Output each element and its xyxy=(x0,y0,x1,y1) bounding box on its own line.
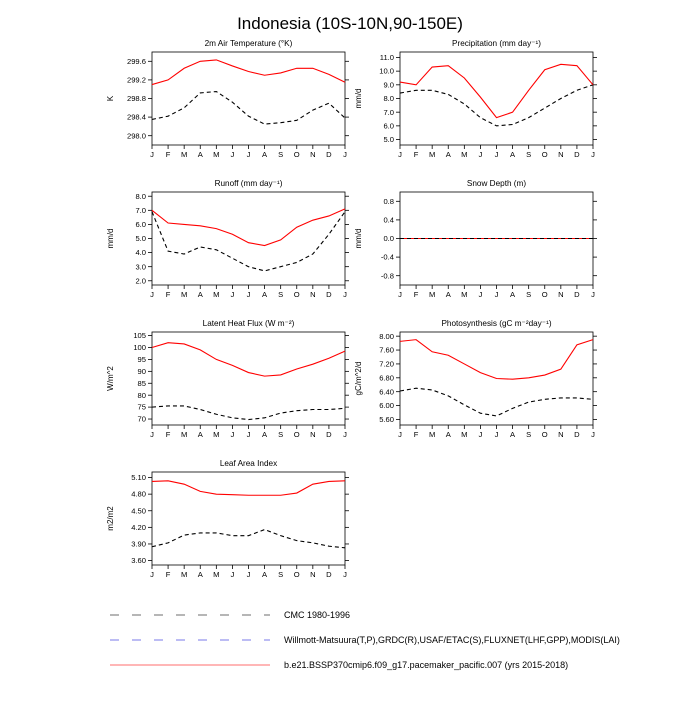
y-tick-label: 5.10 xyxy=(131,473,146,483)
x-tick-label: J xyxy=(591,150,595,159)
series-line-obs xyxy=(400,85,593,126)
y-tick-label: 5.60 xyxy=(379,415,394,425)
panel-title: Latent Heat Flux (W m⁻²) xyxy=(202,319,295,328)
x-tick-label: D xyxy=(326,430,332,439)
x-tick-label: F xyxy=(413,430,419,439)
x-tick-label: A xyxy=(445,430,451,439)
x-tick-label: S xyxy=(526,150,532,159)
y-tick-label: 100 xyxy=(133,343,146,353)
x-tick-label: J xyxy=(343,150,347,159)
y-tick-label: 8.0 xyxy=(383,94,394,104)
y-tick-label: 6.80 xyxy=(379,373,394,383)
x-tick-label: D xyxy=(574,430,580,439)
x-tick-label: J xyxy=(343,290,347,299)
series-line-model xyxy=(152,481,345,495)
legend-label: Willmott-Matsuura(T,P),GRDC(R),USAF/ETAC(S),FLUXNET(LHF,GPP),MODIS(LAI) xyxy=(284,634,620,645)
x-tick-label: J xyxy=(591,290,595,299)
y-tick-label: 7.20 xyxy=(379,359,394,369)
x-tick-label: M xyxy=(429,150,436,159)
y-tick-label: 6.00 xyxy=(379,401,394,411)
x-tick-label: J xyxy=(246,150,251,159)
series-line-obs xyxy=(152,92,345,125)
y-tick-label: 3.60 xyxy=(131,556,146,566)
x-tick-label: M xyxy=(181,570,188,579)
chart-panel-snow-depth xyxy=(350,176,598,308)
x-tick-label: S xyxy=(526,290,532,299)
y-axis-label: gC/m^2/d xyxy=(354,361,363,396)
x-tick-label: J xyxy=(398,430,402,439)
plot-frame xyxy=(152,472,345,565)
y-tick-label: 10.0 xyxy=(379,66,394,76)
series-line-model xyxy=(152,60,345,85)
y-tick-label: 5.0 xyxy=(383,135,394,145)
y-tick-label: 8.00 xyxy=(379,331,394,341)
x-tick-label: A xyxy=(197,570,203,579)
chart-panel-precipitation xyxy=(350,36,598,168)
chart-panel-latent-heat-flux xyxy=(102,316,350,448)
x-tick-label: M xyxy=(429,290,436,299)
page-title: Indonesia (10S-10N,90-150E) xyxy=(237,14,463,33)
legend-line-obs-composite xyxy=(108,634,272,646)
x-tick-label: O xyxy=(541,290,548,299)
x-tick-label: J xyxy=(150,570,154,579)
y-tick-label: 70 xyxy=(137,414,146,424)
x-tick-label: J xyxy=(246,290,251,299)
y-tick-label: 299.2 xyxy=(126,75,146,85)
legend-label: CMC 1980-1996 xyxy=(284,609,351,620)
x-tick-label: J xyxy=(150,150,154,159)
x-tick-label: A xyxy=(445,290,451,299)
series-line-obs xyxy=(152,406,345,420)
panel-title: Runoff (mm day⁻¹) xyxy=(214,179,283,188)
y-tick-label: 7.0 xyxy=(383,107,394,117)
x-tick-label: A xyxy=(510,430,516,439)
chart-panel-air-temperature xyxy=(102,36,350,168)
x-tick-label: S xyxy=(526,430,532,439)
series-line-obs xyxy=(400,388,593,416)
y-tick-label: 4.20 xyxy=(131,522,146,532)
x-tick-label: J xyxy=(230,150,235,159)
plot-frame xyxy=(400,52,593,145)
x-tick-label: A xyxy=(510,290,516,299)
y-axis-label: K xyxy=(106,95,115,102)
x-tick-label: J xyxy=(230,290,235,299)
panel-title: Photosynthesis (gC m⁻²day⁻¹) xyxy=(441,319,552,328)
x-tick-label: O xyxy=(293,150,300,159)
panel-title: Snow Depth (m) xyxy=(466,179,527,188)
y-tick-label: 5.0 xyxy=(135,234,146,244)
x-tick-label: N xyxy=(310,290,316,299)
x-tick-label: N xyxy=(310,570,316,579)
series-line-model xyxy=(400,340,593,380)
y-tick-label: 90 xyxy=(137,366,146,376)
plot-frame xyxy=(152,52,345,145)
y-tick-label: 6.0 xyxy=(383,121,394,131)
y-tick-label: 3.0 xyxy=(135,262,146,272)
legend-row xyxy=(108,602,700,627)
y-tick-label: 2.0 xyxy=(135,276,146,286)
x-tick-label: M xyxy=(461,150,468,159)
y-tick-label: 7.60 xyxy=(379,345,394,355)
x-tick-label: N xyxy=(310,430,316,439)
charts-grid xyxy=(102,36,700,588)
series-line-model xyxy=(152,209,345,246)
y-axis-label: W/m^2 xyxy=(106,366,115,391)
y-tick-label: 80 xyxy=(137,390,146,400)
y-axis-label: mm/d xyxy=(354,88,363,109)
x-tick-label: F xyxy=(413,290,419,299)
y-tick-label: 0.8 xyxy=(383,196,394,206)
x-tick-label: S xyxy=(278,150,284,159)
x-tick-label: J xyxy=(230,570,235,579)
x-tick-label: O xyxy=(293,290,300,299)
x-tick-label: A xyxy=(197,150,203,159)
x-tick-label: M xyxy=(181,150,188,159)
y-axis-label: mm/d xyxy=(354,228,363,249)
legend-row xyxy=(108,652,700,677)
y-tick-label: 3.90 xyxy=(131,539,146,549)
y-tick-label: 9.0 xyxy=(383,80,394,90)
x-tick-label: J xyxy=(343,570,347,579)
x-tick-label: A xyxy=(510,150,516,159)
x-tick-label: F xyxy=(165,570,171,579)
x-tick-label: D xyxy=(326,150,332,159)
y-tick-label: 298.0 xyxy=(126,131,146,141)
x-tick-label: A xyxy=(197,430,203,439)
x-tick-label: J xyxy=(398,150,402,159)
x-tick-label: J xyxy=(478,430,483,439)
x-tick-label: J xyxy=(494,290,499,299)
x-tick-label: J xyxy=(478,150,483,159)
x-tick-label: S xyxy=(278,570,284,579)
x-tick-label: A xyxy=(262,290,268,299)
x-tick-label: S xyxy=(278,290,284,299)
x-tick-label: M xyxy=(213,430,220,439)
x-tick-label: D xyxy=(326,290,332,299)
panel-title: 2m Air Temperature (°K) xyxy=(204,39,293,48)
panel-title: Leaf Area Index xyxy=(219,459,278,468)
y-tick-label: 95 xyxy=(137,355,146,365)
y-axis-label: m2/m2 xyxy=(106,506,115,531)
y-tick-label: 0.4 xyxy=(383,215,394,225)
legend-label: b.e21.BSSP370cmip6.f09_g17.pacemaker_pacific.007 (yrs 2015-2018) xyxy=(284,659,569,670)
y-tick-label: 8.0 xyxy=(135,191,146,201)
series-line-model xyxy=(152,343,345,376)
x-tick-label: A xyxy=(197,290,203,299)
x-tick-label: A xyxy=(262,150,268,159)
chart-panel-runoff xyxy=(102,176,350,308)
chart-panel-photosynthesis xyxy=(350,316,598,448)
x-tick-label: A xyxy=(445,150,451,159)
panel-title: Precipitation (mm day⁻¹) xyxy=(452,39,541,48)
x-tick-label: J xyxy=(230,430,235,439)
x-tick-label: N xyxy=(558,150,564,159)
x-tick-label: N xyxy=(558,290,564,299)
x-tick-label: D xyxy=(326,570,332,579)
x-tick-label: J xyxy=(494,150,499,159)
legend xyxy=(108,602,700,677)
legend-row xyxy=(108,627,700,652)
plot-frame xyxy=(152,192,345,285)
x-tick-label: N xyxy=(310,150,316,159)
x-tick-label: M xyxy=(461,290,468,299)
x-tick-label: M xyxy=(213,570,220,579)
x-tick-label: F xyxy=(413,150,419,159)
y-axis-label: mm/d xyxy=(106,228,115,249)
legend-line-model-run xyxy=(108,659,272,671)
x-tick-label: M xyxy=(429,430,436,439)
chart-panel-leaf-area-index xyxy=(102,456,350,588)
y-tick-label: 105 xyxy=(133,331,146,341)
series-line-model xyxy=(400,64,593,117)
x-tick-label: O xyxy=(293,430,300,439)
x-tick-label: J xyxy=(246,430,251,439)
x-tick-label: M xyxy=(181,290,188,299)
y-tick-label: 11.0 xyxy=(379,53,394,63)
y-tick-label: 4.80 xyxy=(131,489,146,499)
x-tick-label: A xyxy=(262,430,268,439)
y-tick-label: -0.8 xyxy=(380,271,394,281)
x-tick-label: J xyxy=(343,430,347,439)
y-tick-label: 298.8 xyxy=(126,94,146,104)
y-tick-label: 6.0 xyxy=(135,220,146,230)
x-tick-label: F xyxy=(165,290,171,299)
legend-line-cmc xyxy=(108,609,272,621)
x-tick-label: N xyxy=(558,430,564,439)
x-tick-label: S xyxy=(278,430,284,439)
y-tick-label: -0.4 xyxy=(380,252,394,262)
x-tick-label: O xyxy=(541,150,548,159)
x-tick-label: J xyxy=(150,290,154,299)
y-tick-label: 7.0 xyxy=(135,205,146,215)
series-line-obs xyxy=(152,212,345,271)
x-tick-label: D xyxy=(574,290,580,299)
x-tick-label: O xyxy=(541,430,548,439)
y-tick-label: 0.0 xyxy=(383,234,394,244)
x-tick-label: O xyxy=(293,570,300,579)
x-tick-label: M xyxy=(461,430,468,439)
y-tick-label: 299.6 xyxy=(126,56,146,66)
x-tick-label: J xyxy=(494,430,499,439)
y-tick-label: 85 xyxy=(137,378,146,388)
x-tick-label: J xyxy=(150,430,154,439)
series-line-obs xyxy=(152,530,345,548)
x-tick-label: J xyxy=(478,290,483,299)
x-tick-label: F xyxy=(165,150,171,159)
x-tick-label: D xyxy=(574,150,580,159)
x-tick-label: M xyxy=(213,290,220,299)
y-tick-label: 298.4 xyxy=(126,112,146,122)
x-tick-label: J xyxy=(398,290,402,299)
x-tick-label: J xyxy=(591,430,595,439)
plot-frame xyxy=(152,332,345,425)
y-tick-label: 4.0 xyxy=(135,248,146,258)
y-tick-label: 6.40 xyxy=(379,387,394,397)
x-tick-label: M xyxy=(181,430,188,439)
x-tick-label: A xyxy=(262,570,268,579)
y-tick-label: 75 xyxy=(137,402,146,412)
x-tick-label: F xyxy=(165,430,171,439)
x-tick-label: M xyxy=(213,150,220,159)
y-tick-label: 4.50 xyxy=(131,506,146,516)
x-tick-label: J xyxy=(246,570,251,579)
